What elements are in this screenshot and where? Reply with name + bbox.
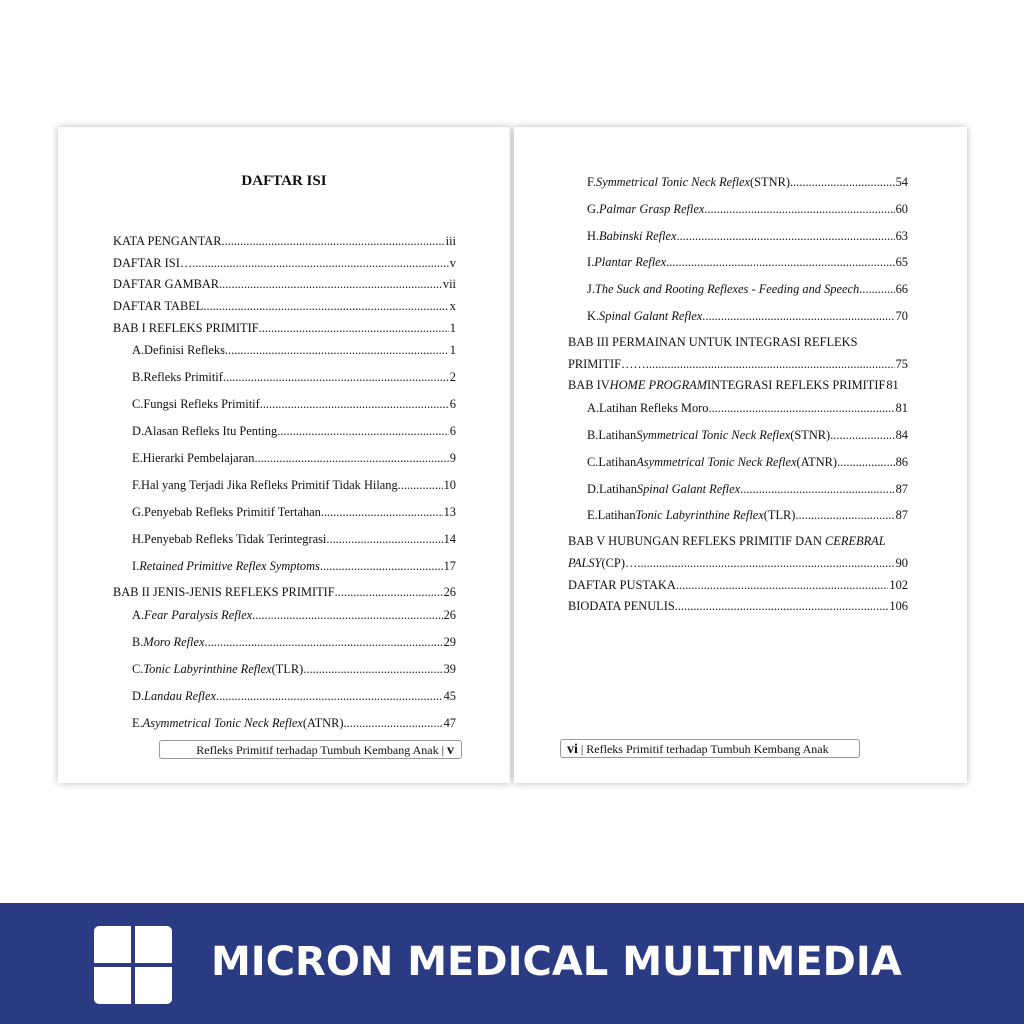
toc-leader [335,585,443,600]
toc-entry-label: Retained Primitive Reflex Symptoms [139,559,320,573]
toc-entry-lead [568,534,886,549]
logo-square [135,926,172,963]
footer-text: | Refleks Primitif terhadap Tumbuh Kembang Anak [580,742,829,756]
toc-entry-page: 90 [895,556,908,570]
toc-entry-label-suffix: (ATNR) [796,455,838,469]
toc-entry-page: 47 [443,716,456,730]
toc-entry-marker: I. [587,255,595,269]
toc-entry[interactable] [132,478,456,493]
toc-leader [646,357,895,372]
toc-entry-page: v [449,256,456,270]
toc-entry[interactable] [113,256,456,271]
toc-leader [795,508,894,523]
toc-entry-page: 45 [443,689,456,703]
right-page [514,127,967,783]
toc-entry[interactable] [132,635,456,650]
toc-entry-page: 63 [895,229,908,243]
toc-entry[interactable] [587,508,908,523]
toc-entry-page: 75 [895,357,908,371]
toc-entry-label: Landau Reflex [144,689,216,703]
toc-entry-label-prefix: Latihan [598,455,637,469]
toc-entry-page: 2 [449,370,456,384]
toc-entry[interactable] [132,559,456,574]
toc-entry-label: Spinal Galant Reflex [599,309,703,323]
toc-entry-label: Hal yang Terjadi Jika Refleks Primitif Tidak Hilang [141,478,398,492]
toc-entry-marker: J. [587,282,595,296]
toc-entry-label: Asymmetrical Tonic Neck Reflex [636,455,797,469]
toc-entry-page: 84 [895,428,908,442]
toc-entry-label: DAFTAR ISI… [113,256,193,270]
toc-entry-label: BIODATA PENULIS [568,599,675,613]
toc-entry-page: 14 [443,532,456,546]
toc-entry-label: Symmetrical Tonic Neck Reflex [596,175,751,189]
toc-entry-marker: H. [132,532,145,546]
toc-entry-page: 70 [895,309,908,323]
page-title: DAFTAR ISI [241,173,327,189]
toc-entry[interactable] [587,401,908,416]
toc-leader [277,424,449,439]
toc-entry-label: Refleks Primitif [143,370,223,384]
toc-entry-label-suffix: (ATNR) [302,716,344,730]
toc-entry-label: The Suck and Rooting Reflexes - Feeding and Speech [594,282,860,296]
toc-entry[interactable] [568,578,908,593]
toc-entry-page: 1 [449,343,456,357]
toc-entry-label-prefix: Latihan [597,508,636,522]
toc-entry-page: 39 [443,662,456,676]
toc-entry[interactable] [113,234,456,249]
toc-entry-page: 29 [443,635,456,649]
toc-leader [704,202,894,217]
toc-entry[interactable] [568,357,908,372]
toc-entry-marker: B. [132,370,144,384]
toc-entry-marker: D. [587,482,600,496]
toc-entry[interactable] [132,370,456,385]
left-page [58,127,510,783]
toc-entry[interactable] [587,229,908,244]
toc-entry-marker: C. [132,662,144,676]
toc-leader [859,282,894,297]
toc-entry-marker: F. [587,175,596,189]
toc-entry-label-prefix: Latihan [599,482,637,496]
toc-entry-marker: G. [587,202,600,216]
toc-entry-label-suffix: (TLR) [763,508,796,522]
toc-entry-label-suffix: (STNR) [790,428,831,442]
toc-leader [837,455,895,470]
toc-entry-marker: E. [132,716,143,730]
page-number: vi [567,742,578,757]
toc-entry-label: PALSY [568,556,602,570]
toc-entry-label: PRIMITIF…… [568,357,646,371]
toc-leader [830,428,894,443]
toc-entry[interactable] [113,299,456,314]
toc-leader [254,451,448,466]
toc-entry-label: Penyebab Refleks Tidak Terintegrasi [144,532,327,546]
toc-leader [740,482,894,497]
brand-logo-icon [94,926,172,1004]
toc-entry[interactable] [113,585,456,600]
toc-entry-page: 6 [449,424,456,438]
page-footer [159,740,462,759]
toc-leader [216,689,443,704]
toc-leader [320,559,443,574]
toc-leader [676,229,894,244]
toc-leader [223,370,449,385]
toc-entry[interactable] [587,309,908,324]
toc-entry[interactable] [587,428,908,443]
toc-entry-page: 54 [895,175,908,189]
toc-entry[interactable] [132,424,456,439]
toc-entry-label: Fear Paralysis Reflex [144,608,253,622]
toc-entry-label: DAFTAR GAMBAR [113,277,220,291]
toc-leader [666,255,894,270]
toc-entry[interactable] [113,277,456,292]
toc-entry-page: 1 [449,321,456,335]
toc-entry-page: vii [442,277,456,291]
toc-leader [326,532,442,547]
toc-entry-label: Babinski Reflex [599,229,677,243]
toc-entry-label: Plantar Reflex [594,255,667,269]
toc-entry-page: 60 [895,202,908,216]
page-footer [560,739,860,758]
toc-entry-label: Alasan Refleks Itu Penting [144,424,278,438]
toc-entry-label: Asymmetrical Tonic Neck Reflex [142,716,303,730]
toc-leader [252,608,443,623]
toc-entry-marker: D. [132,424,145,438]
toc-entry-marker: B. [132,635,144,649]
toc-entry-page: 87 [895,482,908,496]
toc-leader [398,478,443,493]
toc-entry-lead: BAB III PERMAINAN UNTUK INTEGRASI REFLEKS [568,335,858,349]
toc-entry[interactable] [132,397,456,412]
toc-entry-page: 6 [449,397,456,411]
toc-entry-marker: E. [132,451,143,465]
toc-entry-page: x [449,299,456,313]
logo-square [94,967,131,1004]
toc-entry-label-suffix: (STNR) [750,175,790,189]
toc-entry-label: Symmetrical Tonic Neck Reflex [636,428,791,442]
toc-entry-label: HOME PROGRAM [609,378,708,392]
toc-leader [790,175,895,190]
toc-entry-marker: B. [587,428,599,442]
toc-entry-label: Spinal Galant Reflex [636,482,741,496]
toc-entry-label: Penyebab Refleks Primitif Tertahan [144,505,321,519]
toc-leader [192,256,449,271]
toc-leader [303,662,442,677]
logo-square [135,967,172,1004]
toc-entry-label: BAB II JENIS-JENIS REFLEKS PRIMITIF [113,585,335,599]
toc-leader [222,234,445,249]
toc-entry-label: Moro Reflex [143,635,205,649]
toc-entry-page: 10 [443,478,456,492]
toc-entry-marker: A. [587,401,600,415]
toc-entry-label: BAB I REFLEKS PRIMITIF [113,321,259,335]
toc-leader [675,599,889,614]
toc-entry[interactable] [113,321,456,336]
toc-entry-page: 81 [895,401,908,415]
toc-entry-label: Tonic Labyrinthine Reflex [143,662,272,676]
toc-leader [702,309,894,324]
toc-entry-lead-em: CEREBRAL [825,534,886,548]
toc-entry[interactable] [587,175,908,190]
toc-entry-marker: E. [587,508,598,522]
footer-text: Refleks Primitif terhadap Tumbuh Kembang Anak | [196,743,444,757]
toc-entry[interactable] [132,343,456,358]
toc-entry-label-suffix: (TLR) [271,662,304,676]
brand-name: MICRON MEDICAL MULTIMEDIA [211,939,902,985]
toc-leader [676,578,889,593]
toc-entry-page: 13 [443,505,456,519]
toc-entry-page: 66 [895,282,908,296]
toc-entry-label: Fungsi Refleks Primitif [143,397,260,411]
toc-leader [344,716,443,731]
toc-entry-lead-text: BAB V HUBUNGAN REFLEKS PRIMITIF DAN [568,534,822,548]
toc-entry-page: 9 [449,451,456,465]
toc-entry-page: 65 [895,255,908,269]
toc-leader [225,343,449,358]
toc-leader [203,299,448,314]
toc-entry[interactable] [568,556,908,571]
toc-entry[interactable] [587,455,908,470]
toc-entry-marker: H. [587,229,600,243]
toc-entry-marker: A. [132,343,145,357]
toc-entry[interactable] [587,202,908,217]
toc-entry[interactable] [587,282,908,297]
toc-entry[interactable] [587,482,908,497]
toc-leader [219,277,442,292]
toc-entry-label: Palmar Grasp Reflex [599,202,705,216]
toc-entry-page: iii [445,234,456,248]
toc-entry-marker: D. [132,689,145,703]
toc-leader [205,635,443,650]
toc-entry-marker: G. [132,505,145,519]
toc-entry[interactable] [587,255,908,270]
toc-entry[interactable] [132,532,456,547]
toc-entry-label: DAFTAR PUSTAKA [568,578,676,592]
toc-entry-label: Tonic Labyrinthine Reflex [635,508,764,522]
toc-entry-label-suffix: (CP)… [601,556,638,570]
toc-entry[interactable] [568,378,908,393]
toc-entry-label-prefix: Latihan [598,428,637,442]
toc-entry-marker: A. [132,608,145,622]
toc-entry-page: 17 [443,559,456,573]
toc-entry-marker: F. [132,478,141,492]
toc-leader [637,556,894,571]
toc-entry-label: Latihan Refleks Moro [599,401,709,415]
toc-entry-label: DAFTAR TABEL [113,299,204,313]
logo-square [94,926,131,963]
toc-entry-label: Definisi Refleks [144,343,225,357]
toc-entry-page: 86 [895,455,908,469]
toc-leader [260,397,449,412]
toc-entry-marker: K. [587,309,600,323]
toc-entry-marker: C. [132,397,144,411]
toc-entry[interactable] [132,716,456,731]
toc-entry-page: 106 [889,599,908,613]
toc-entry[interactable] [132,451,456,466]
toc-entry[interactable] [132,689,456,704]
toc-entry[interactable] [568,599,908,614]
toc-entry-page: 102 [889,578,908,592]
toc-entry-page: 26 [443,585,456,599]
toc-entry-label: KATA PENGANTAR [113,234,222,248]
toc-entry-page: 87 [895,508,908,522]
toc-entry-label-prefix: BAB IV [568,378,610,392]
toc-leader [321,505,443,520]
toc-entry-page: 26 [443,608,456,622]
toc-entry-page: 81 [886,378,899,392]
toc-entry-label: Hierarki Pembelajaran [142,451,255,465]
toc-entry[interactable] [132,662,456,677]
toc-entry[interactable] [132,608,456,623]
toc-entry[interactable] [132,505,456,520]
toc-entry-marker: I. [132,559,140,573]
toc-leader [259,321,449,336]
toc-entry-label-suffix: INTEGRASI REFLEKS PRIMITIF [707,378,886,392]
toc-entry-marker: C. [587,455,599,469]
toc-leader [708,401,894,416]
page-number: v [447,743,454,758]
